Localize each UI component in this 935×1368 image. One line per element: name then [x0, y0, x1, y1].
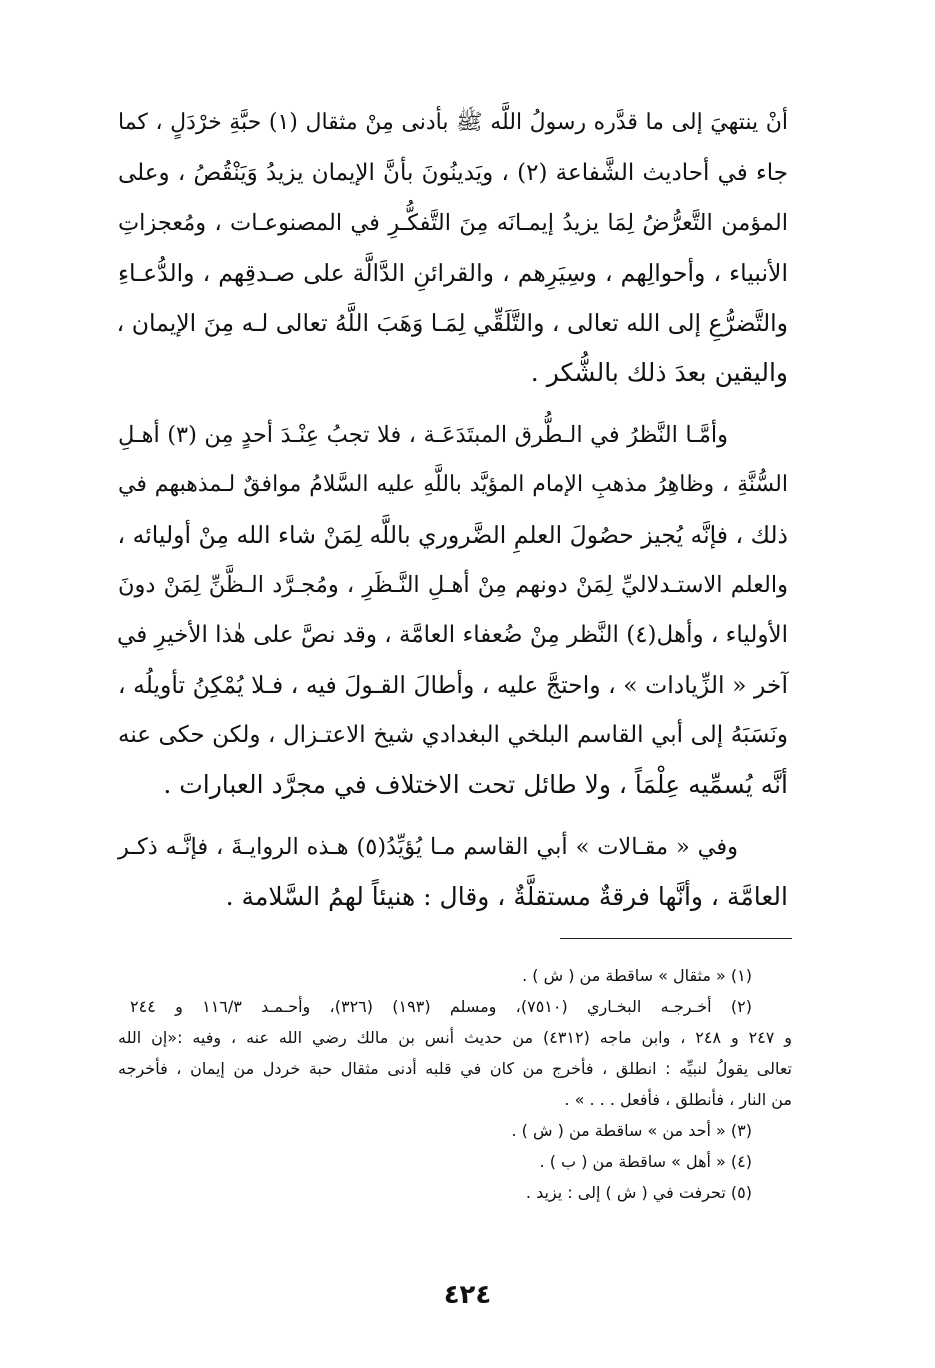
body-line: الأنبياء ، وأحوالِهم ، وسِيَرِهم ، والقرائنِ الدَّالَّة على صـدقِهم ، والدُّعـاءِ — [118, 259, 788, 287]
page-number: ٤٢٤ — [443, 1280, 492, 1310]
body-line: العامَّة ، وأنَّها فرقةٌ مستقلَّةٌ ، وقال : هنيئاً لهمُ السَّلامة . — [225, 882, 788, 911]
footnote-2-line: و ٢٤٧ و ٢٤٨ ، وابن ماجه (٤٣١٢) من حديث أنس بن مالك رضي الله عنه ، وفيه :«إن الله — [118, 1028, 792, 1047]
body-line: والعلم الاستـدلاليِّ لِمَنْ دونهم مِنْ أهـلِ النَّـظَرِ ، ومُجـرَّد الـظَّنِّ لِمَنْ دونَ — [118, 572, 788, 598]
footnote-1: (١) « مثقال » ساقطة من ( ش ) . — [522, 966, 752, 985]
footnote-separator — [560, 938, 792, 939]
footnote-2-line: من النار ، فأنطلق ، فأفعل . . . » . — [564, 1090, 792, 1109]
footnote-2-line: تعالى يقولُ لنبيِّه : انطلق ، فأخرج من كان في قلبه أدنى مثقال حبة خردل من إيمان ، فأخرجه — [118, 1059, 792, 1078]
body-line: المؤمن التَّعرُّضُ لِمَا يزيدُ إيمـانَه مِنَ التَّفكُّـرِ في المصنوعـات ، ومُعجزاتِ — [118, 210, 788, 236]
body-line: والتَّضرُّعِ إلى الله تعالى ، والتَّلَقِّي لِمَـا وَهَبَ اللَّهُ تعالى لـه مِنَ الإيمان ، — [116, 309, 788, 337]
body-line: ونَسَبَهُ إلى أبي القاسم البلخي البغدادي شيخ الاعتـزال ، ولكن حكى عنه — [118, 722, 788, 748]
body-line: آخر « الزِّيادات » ، واحتجَّ عليه ، وأطالَ القـولَ فيه ، فـلا يُمْكِنُ تأويلُه ، — [118, 671, 788, 699]
body-line: أنْ ينتهيَ إلى ما قدَّره رسولُ اللَّه ﷺ بأدنى مِنْ مثقال (١) حبَّةِ خرْدَلٍ ، كما — [118, 110, 788, 135]
footnote-5: (٥) تحرفت في ( ش ) إلى : يزيد . — [525, 1183, 752, 1202]
body-line: وأمَّـا النَّظرُ في الـطُّرق المبتَدَعَـة ، فلا تجبُ عِنْـدَ أحدٍ مِن (٣) أهـلِ — [118, 422, 728, 448]
body-line: واليقين بعدَ ذلك بالشُّكر . — [530, 358, 788, 387]
body-line: السُّنَّةِ ، وظاهِرُ مذهبِ الإمام المؤيَّد باللَّهِ عليه السَّلامُ موافقٌ لـمذهبهم في — [118, 472, 788, 497]
body-line: جاء في أحاديث الشَّفاعة (٢) ، ويَدينُونَ بأنَّ الإيمان يزيدُ وَيَنْقُصُ ، وعلى — [118, 160, 788, 186]
footnote-3: (٣) « أحد من » ساقطة من ( ش ) . — [511, 1121, 752, 1140]
footnote-4: (٤) « أهل » ساقطة من ( ب ) . — [539, 1152, 752, 1171]
body-line: أنَّه يُسمِّيه عِلْمَاً ، ولا طائل تحت الاختلاف في مجرَّد العبارات . — [163, 770, 788, 799]
footnote-2-line: (٢) أخـرجـه البخـاري (٧٥١٠)، ومسلم (١٩٣) (٣٢٦)، وأحـمـد ١١٦/٣ و ٢٤٤ — [130, 997, 752, 1016]
body-line: ذلك ، فإنَّه يُجيز حصُولَ العلمِ الضَّروري باللَّه لِمَنْ شاء الله مِنْ أوليائه ، — [117, 521, 788, 549]
body-line: الأولياء ، وأهل(٤) النَّظر مِنْ ضُعفاء العامَّة ، وقد نصَّ على هٰذا الأخيرِ في — [117, 622, 788, 648]
body-line: وفي « مقـالات » أبي القاسم مـا يُؤيِّدُ(٥) هـذه الروايـةَ ، فإنَّـه ذكـر — [118, 834, 738, 860]
